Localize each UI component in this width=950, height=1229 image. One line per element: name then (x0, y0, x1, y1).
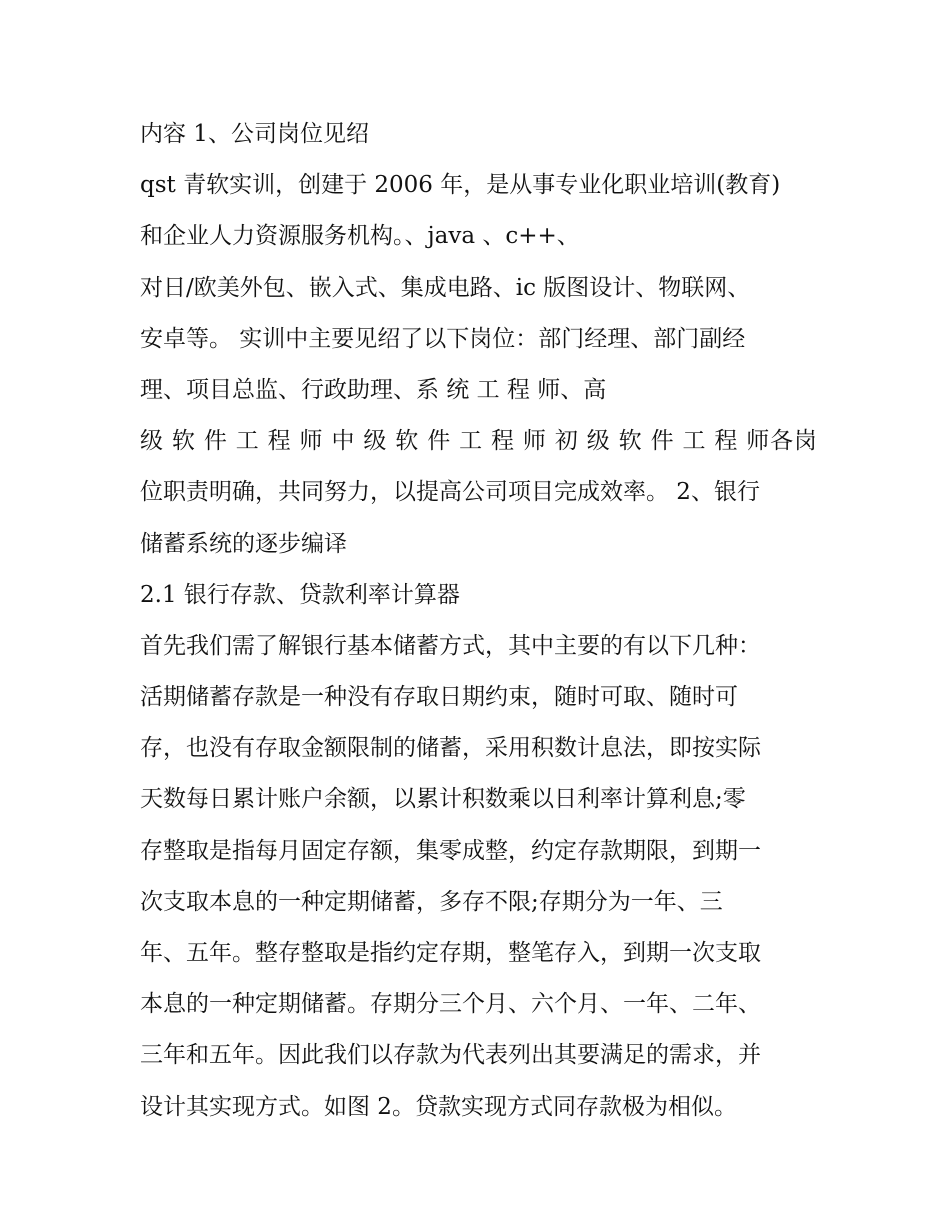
paragraph-line: 天数每日累计账户余额，以累计积数乘以日利率计算利息;零 (140, 786, 746, 813)
document-body (140, 109, 820, 1133)
paragraph-line: 存整取是指每月固定存额，集零成整，约定存款期限，到期一 (140, 837, 761, 864)
paragraph-line: 次支取本息的一种定期储蓄，多存不限;存期分为一年、三 (140, 888, 723, 915)
paragraph-line: 首先我们需了解银行基本储蓄方式，其中主要的有以下几种： (140, 632, 761, 659)
paragraph-line: 理、项目总监、行政助理、系 统 工 程 师、高 (140, 376, 607, 403)
paragraph-line: 活期储蓄存款是一种没有存取日期约束，随时可取、随时可 (140, 684, 738, 711)
paragraph-line: 设计其实现方式。如图 2。贷款实现方式同存款极为相似。 (140, 1093, 737, 1120)
paragraph-line: 和企业人力资源服务机构。、java 、c++、 (140, 223, 580, 250)
subsection-heading-2-1: 2.1 银行存款、贷款利率计算器 (140, 581, 460, 608)
paragraph-line: 位职责明确，共同努力，以提高公司项目完成效率。 2、银行 (140, 479, 760, 506)
paragraph-line: 三年和五年。因此我们以存款为代表列出其要满足的需求，并 (140, 1042, 761, 1069)
paragraph-line: 年、五年。整存整取是指约定存期，整笔存入，到期一次支取 (140, 940, 761, 966)
paragraph-line: 本息的一种定期储蓄。存期分三个月、六个月、一年、二年、 (140, 991, 761, 1018)
paragraph-line: 级 软 件 工 程 师 中 级 软 件 工 程 师 初 级 软 件 工 程 师各岗 (140, 428, 818, 455)
paragraph-line: 对日/欧美外包、嵌入式、集成电路、ic 版图设计、物联网、 (140, 274, 751, 301)
paragraph-line: 安卓等。 实训中主要见绍了以下岗位：部门经理、部门副经 (140, 325, 746, 352)
section-heading-1: 内容 1、公司岗位见绍 (140, 121, 369, 147)
paragraph-line: 存，也没有存取金额限制的储蓄，采用积数计息法，即按实际 (140, 735, 761, 762)
section-heading-2: 储蓄系统的逐步编译 (140, 530, 347, 557)
paragraph-line: qst 青软实训，创建于 2006 年，是从事专业化职业培训(教育) (140, 172, 781, 199)
